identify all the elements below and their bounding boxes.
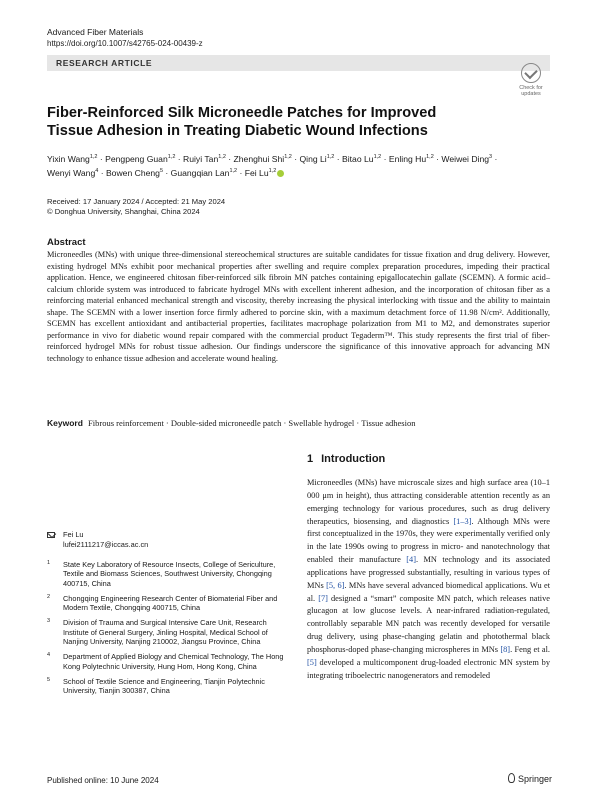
- keywords-line: [47, 418, 550, 429]
- orcid-icon[interactable]: [277, 170, 284, 177]
- author-name[interactable]: Pengpeng Guan: [105, 154, 168, 164]
- author-name[interactable]: Fei Lu: [244, 168, 269, 178]
- received-accepted-dates: Received: 17 January 2024 / Accepted: 21 May 2024: [47, 197, 226, 206]
- author-name[interactable]: Enling Hu: [388, 154, 427, 164]
- author-affiliation-marker: 1,2: [426, 154, 434, 160]
- author-affiliation-marker: 1,2: [268, 168, 277, 174]
- author-name[interactable]: Bowen Cheng: [105, 168, 160, 178]
- keywords-text: Fibrous reinforcement · Double-sided microneedle patch · Swellable hydrogel · Tissue adhesion: [88, 418, 416, 428]
- doi-link[interactable]: https://doi.org/10.1007/s42765-024-00439-z: [47, 39, 203, 48]
- affiliation-number: 3: [47, 618, 51, 625]
- check-for-updates-label: Check for updates: [519, 85, 543, 97]
- citation-link[interactable]: [8]: [500, 644, 511, 654]
- affiliation-text: School of Textile Science and Engineering, Tianjin Polytechnic University, Tianjin 300387, China: [63, 676, 265, 696]
- author-name[interactable]: Wenyi Wang: [47, 168, 96, 178]
- author-list: Yixin Wang$^{1,2}$ · Pengpeng Guan$^{1,2}$ · Ruiyi Tan$^{1,2}$ · Zhenghui Shi$^{1,2}$ · Qing Li$^{1,2}$ · Bitao Lu$^{1,2}$ · Enling Hu$^{1,2}$ · Weiwei Ding$^3$ · Wenyi Wang$^4$ · Bowen Cheng$^5$ · Guangqian Lan$^{1,2}$ · Fei Lu$^{1,2}$: [47, 154, 498, 178]
- author-affiliation-marker: 1,2: [89, 154, 98, 160]
- article-type-bar: [47, 55, 550, 71]
- author-affiliation-marker: 1,2: [218, 154, 226, 160]
- journal-name: Advanced Fiber Materials: [47, 27, 144, 37]
- author-name[interactable]: Qing Li: [299, 154, 327, 164]
- article-title: Fiber-Reinforced Silk Microneedle Patches for Improved Tissue Adhesion in Treating Diabetic Wound Infections: [47, 105, 437, 139]
- affiliation-text: Chongqing Engineering Research Center of Biomaterial Fiber and Modern Textile, Chongqing 400715, China: [63, 593, 278, 613]
- author-affiliation-marker: 1,2: [167, 154, 176, 160]
- intro-text-run: designed a “smart” composite MN patch, which releases native glucagon at low glucose levels. A near-infrared radiation-regulated, controllably separable MN patch was recently developed for versatile drug delivery, using phase-changing gelatin and photothermal black phosphorus-doped phase-changing microspheres in MNs: [307, 593, 550, 654]
- publisher-logo: [508, 773, 552, 784]
- contact-name: Fei Lu: [63, 530, 84, 539]
- section-heading-introduction: [307, 453, 385, 465]
- citation-link[interactable]: [5]: [307, 657, 317, 667]
- article-type-label: RESEARCH ARTICLE: [56, 58, 153, 68]
- author-affiliation-marker: 5: [159, 168, 164, 174]
- check-for-updates-badge[interactable]: [511, 63, 551, 99]
- affiliation-number: 1: [47, 560, 51, 566]
- affiliation-item: [47, 618, 292, 646]
- intro-text-run: . MN technology and its associated applications have progressed substantially, resulting in various types of MNs: [307, 555, 550, 590]
- author-name[interactable]: Ruiyi Tan: [183, 154, 219, 164]
- affiliation-number: 5: [47, 676, 51, 683]
- intro-text-run: . MNs have several advanced biomedical applications. Wu et al.: [307, 580, 551, 603]
- citation-link[interactable]: [1–3]: [453, 516, 472, 526]
- springer-horse-icon: [508, 773, 515, 783]
- intro-text-run: Microneedles (MNs) have microscale sizes and high surface area (10–1 000 μm in height), thus attracting considerable attention recently as an emerging technology for various procedures, such as drug delivery therapeutics, biosensing, and diagnostics: [307, 478, 550, 526]
- author-name[interactable]: Zhenghui Shi: [233, 154, 285, 164]
- affiliation-list: [47, 560, 292, 702]
- published-date: Published online: 10 June 2024: [47, 776, 159, 785]
- contact-email[interactable]: lufei2111217@iccas.ac.cn: [63, 540, 149, 549]
- keywords-label: Keyword: [47, 418, 83, 428]
- author-name[interactable]: Bitao Lu: [342, 154, 374, 164]
- affiliation-text: Division of Trauma and Surgical Intensive Care Unit, Research Institute of General Surgery, Jinling Hospital, Medical School of Nanjing University, Nanjing 210002, Jiangsu Province, China: [63, 618, 268, 647]
- author-affiliation-marker: 4: [95, 168, 99, 174]
- section-number: 1: [307, 453, 314, 465]
- check-for-updates-icon: [521, 63, 541, 83]
- affiliation-number: 4: [47, 652, 51, 659]
- author-name[interactable]: Yixin Wang: [47, 154, 90, 164]
- author-affiliation-marker: 1,2: [373, 154, 382, 160]
- author-affiliation-marker: 1,2: [229, 168, 238, 174]
- intro-text-run: . Although MNs were first conceptualized in the 1970s, they were experimentally verified only in the late 1990s owing to progress in micro- and nanotechnology that enabled their manufacture: [307, 516, 551, 565]
- citation-link[interactable]: [5, 6]: [326, 580, 345, 590]
- section-title: Introduction: [321, 453, 386, 465]
- abstract-heading: Abstract: [47, 237, 86, 248]
- affiliation-item: [47, 652, 292, 671]
- copyright-line: © Donghua University, Shanghai, China 2024: [47, 207, 200, 216]
- affiliation-item: [47, 594, 292, 613]
- intro-text-run: . Feng et al.: [510, 644, 550, 654]
- article-dates: [47, 197, 225, 217]
- affiliation-text: Department of Applied Biology and Chemical Technology, The Hong Kong Polytechnic University, Hung Hom, Hong Kong, China: [63, 652, 284, 671]
- author-affiliation-marker: 1,2: [284, 154, 292, 160]
- intro-text-run: developed a multicomponent drug-loaded electronic MN system by integrating triboelectric nanogenerators and remodeled: [307, 657, 550, 680]
- author-affiliation-marker: 3: [489, 154, 493, 160]
- affiliation-item: [47, 560, 292, 588]
- affiliation-number: 2: [47, 593, 51, 600]
- author-name[interactable]: Weiwei Ding: [441, 154, 490, 164]
- affiliation-item: [47, 677, 292, 696]
- citation-link[interactable]: [7]: [318, 593, 328, 603]
- introduction-paragraph: [307, 477, 550, 683]
- citation-link[interactable]: [4]: [406, 555, 416, 565]
- affiliation-text: State Key Laboratory of Resource Insects, College of Sericulture, Textile and Biomass Sciences, Southwest University, Chongqing 400715, China: [63, 560, 276, 588]
- publisher-name: Springer: [518, 774, 553, 784]
- abstract-text: Microneedles (MNs) with unique three-dimensional stereochemical structures are suitable candidates for tissue fixation and drug delivery. However, existing hydrogel MNs exhibit poor mechanical properties after swelling and require complex preparation procedures, impeding their practical application. Hence, we engineered chitosan fiber-reinforced silk fibroin MN patches containing epigallocatechin gallate (SCEMN). A formic acid–calcium chloride system was introduced to fabricate hydrogel MNs with excellent inherent adhesion, and the incorporation of chitosan fiber as a reinforcing material enhanced mechanical strength and viscosity, thereby increasing the physical interlocking with tissue and the ability to maintain shape. The SCEMN with a lower insertion force firmly adhered to porcine skin, with a maximum detachment force of 11.98 N/cm². Additionally, SCEMN has excellent antioxidant and antibacterial properties, facilitates macrophage polarization from M1 to M2, and demonstrates superior performance in vivo for diabetic wound repair compared with the commercial product Tegaderm™. This study represents the first trial of fiber-reinforced hydrogel MNs for robust tissue adhesion. Our findings underscore the significance of this innovative approach for advancing MN technology to enhance tissue adhesion and accelerate wound healing.: [47, 250, 550, 363]
- author-affiliation-marker: 1,2: [326, 154, 335, 160]
- author-name[interactable]: Guangqian Lan: [170, 168, 230, 178]
- mail-icon: [47, 532, 55, 538]
